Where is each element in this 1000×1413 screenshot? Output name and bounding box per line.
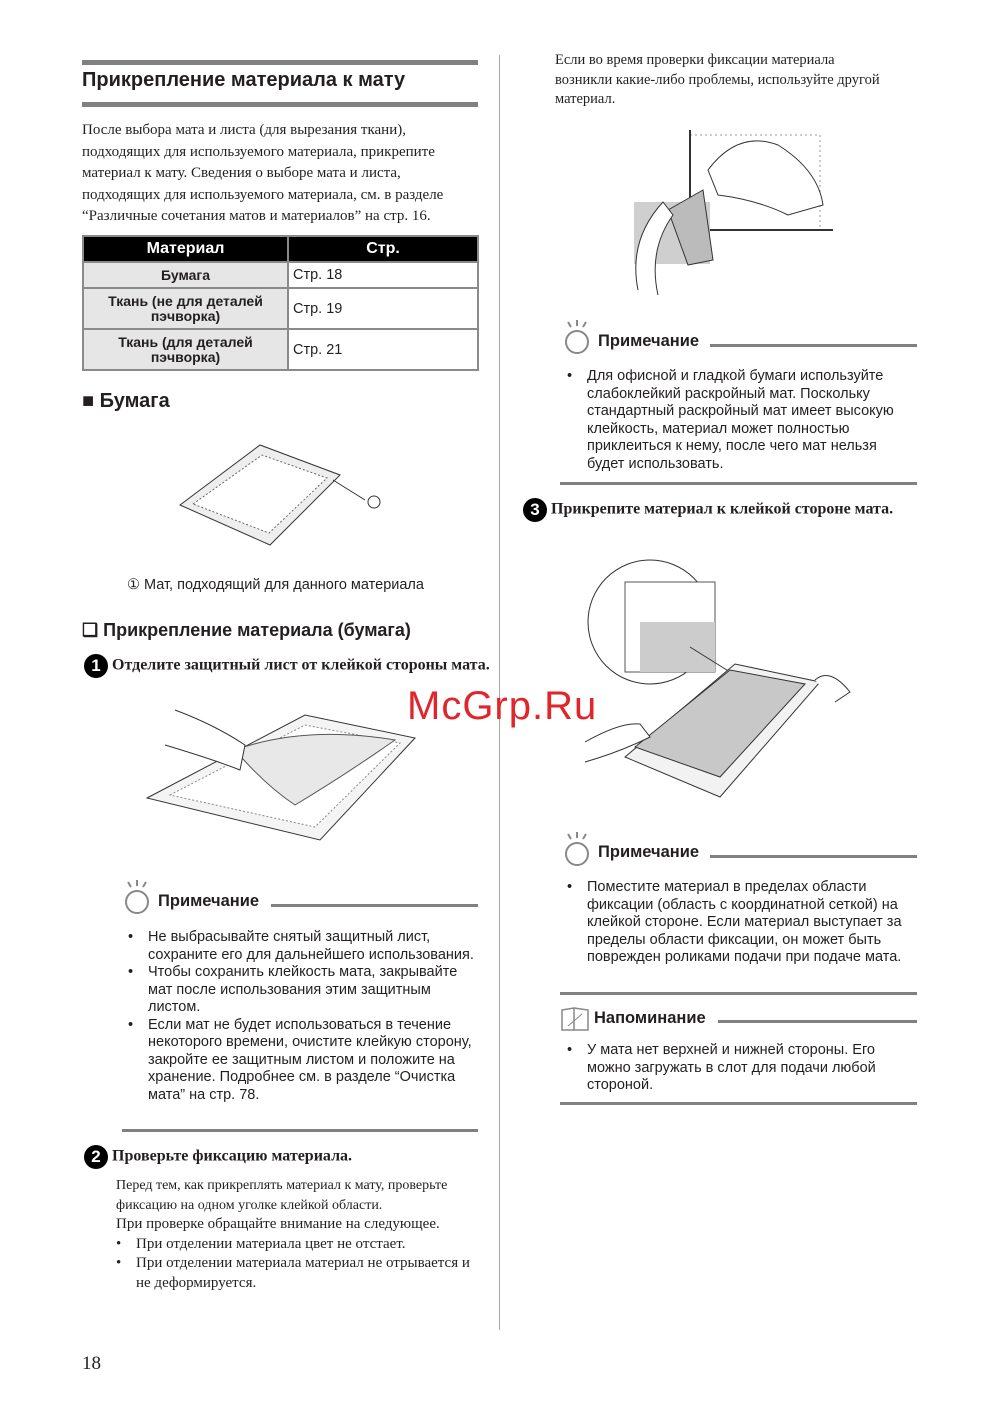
memo-rule (718, 1020, 917, 1023)
table-cell: Ткань (не для деталей пэчворка) (83, 288, 288, 329)
list-item: • Поместите материал в пределах области фиксации (область с координатной сеткой) на клейкой стороне. Если материал выступает за пределы области фиксации, он может быть поврежден роликами подачи при подаче мата. (567, 879, 917, 967)
table-cell: Ткань (для деталей пэчворка) (83, 329, 288, 370)
note-rule (710, 344, 917, 347)
subsection-heading: ❑ Прикрепление материала (бумага) (82, 620, 411, 640)
mat-caption: ① Мат, подходящий для данного материала (127, 577, 424, 593)
note-bulb-icon (560, 320, 594, 358)
table-row (83, 262, 478, 288)
title-rule-bottom (82, 102, 478, 107)
watermark: McGrp.Ru (407, 684, 598, 728)
list-item: • Чтобы сохранить клейкость мата, закрывайте мат после использования этим защитным листом. (128, 964, 478, 1017)
note-bulb-icon (120, 880, 154, 918)
memo-list (567, 1042, 917, 1095)
list-item: • Не выбрасывайте снятый защитный лист, сохраните его для дальнейшего использования. (128, 929, 478, 964)
note-heading: Примечание (598, 332, 700, 350)
note-end-rule (122, 1129, 478, 1132)
note-heading: Примечание (158, 892, 260, 910)
table-header-page: Стр. (288, 236, 478, 262)
list-item: • Для офисной и гладкой бумаги используйте слабоклейкий раскройный мат. Поскольку стандартный раскройный мат имеет высокую клейкость, материал может полностью приклеиться к нему, после чего мат нельзя будет использовать. (567, 368, 917, 473)
table-header-material: Материал (83, 236, 288, 262)
table-cell: Стр. 18 (288, 262, 478, 288)
list-item: • При отделении материала цвет не отстает. (116, 1235, 486, 1255)
page-number: 18 (82, 1353, 101, 1374)
memo-heading: Напоминание (594, 1009, 706, 1027)
paragraph: При проверке обращайте внимание на следующее. (116, 1216, 440, 1232)
note-list (567, 879, 917, 967)
table-row (83, 288, 478, 329)
page-title: Прикрепление материала к мату (82, 69, 406, 91)
check-fixation-illustration (618, 130, 833, 300)
note-end-rule (560, 482, 917, 485)
note-end-rule (560, 992, 917, 995)
step-number: 1 (84, 654, 108, 678)
material-table (82, 235, 479, 371)
right-intro: Если во время проверки фиксации материала возникли какие-либо проблемы, используйте другой материал. (555, 52, 880, 107)
list-item: • При отделении материала материал не отрывается и не деформируется. (116, 1254, 486, 1293)
note-rule (710, 855, 917, 858)
step2-body (116, 1176, 486, 1293)
step-1 (84, 654, 490, 678)
check-list (116, 1235, 486, 1294)
list-item: • Если мат не будет использоваться в течение некоторого времени, очистите клейкую сторону, закройте ее защитным листом и положите на хранение. Подробнее см. в разделе “Очистка мата” на стр. 78. (128, 1017, 478, 1105)
paragraph: Перед тем, как прикреплять материал к мату, проверьте фиксацию на одном уголке клейкой области. (116, 1178, 448, 1213)
step-3 (523, 498, 893, 522)
step-text: Проверьте фиксацию материала. (112, 1147, 353, 1165)
section-paper-heading: ■ Бумага (82, 390, 170, 412)
attach-material-illustration (580, 552, 865, 804)
peel-sheet-illustration (145, 705, 420, 850)
step-number: 3 (523, 498, 547, 522)
step-2 (84, 1145, 352, 1169)
step-text: Прикрепите материал к клейкой стороне мата. (551, 500, 894, 518)
title-rule-top (82, 60, 478, 65)
table-cell: Бумага (83, 262, 288, 288)
table-row (83, 329, 478, 370)
list-item: • У мата нет верхней и нижней стороны. Его можно загружать в слот для подачи любой стороной. (567, 1042, 917, 1095)
intro-paragraph: После выбора мата и листа (для вырезания ткани), подходящих для используемого материала, прикрепите материал к мату. Сведения о выборе мата и листа, подходящих для используемого материала, см. в разделе “Различные сочетания матов и материалов” на стр. 16. (82, 122, 444, 224)
table-cell: Стр. 21 (288, 329, 478, 370)
note-list (567, 368, 917, 473)
memo-end-rule (560, 1102, 917, 1105)
mat-illustration (175, 440, 390, 552)
note-list (128, 929, 478, 1104)
memo-book-icon (560, 1006, 590, 1032)
step-number: 2 (84, 1145, 108, 1169)
note-heading: Примечание (598, 843, 700, 861)
note-bulb-icon (560, 832, 594, 870)
note-rule (271, 904, 478, 907)
step-text: Отделите защитный лист от клейкой стороны мата. (112, 656, 490, 674)
table-cell: Стр. 19 (288, 288, 478, 329)
